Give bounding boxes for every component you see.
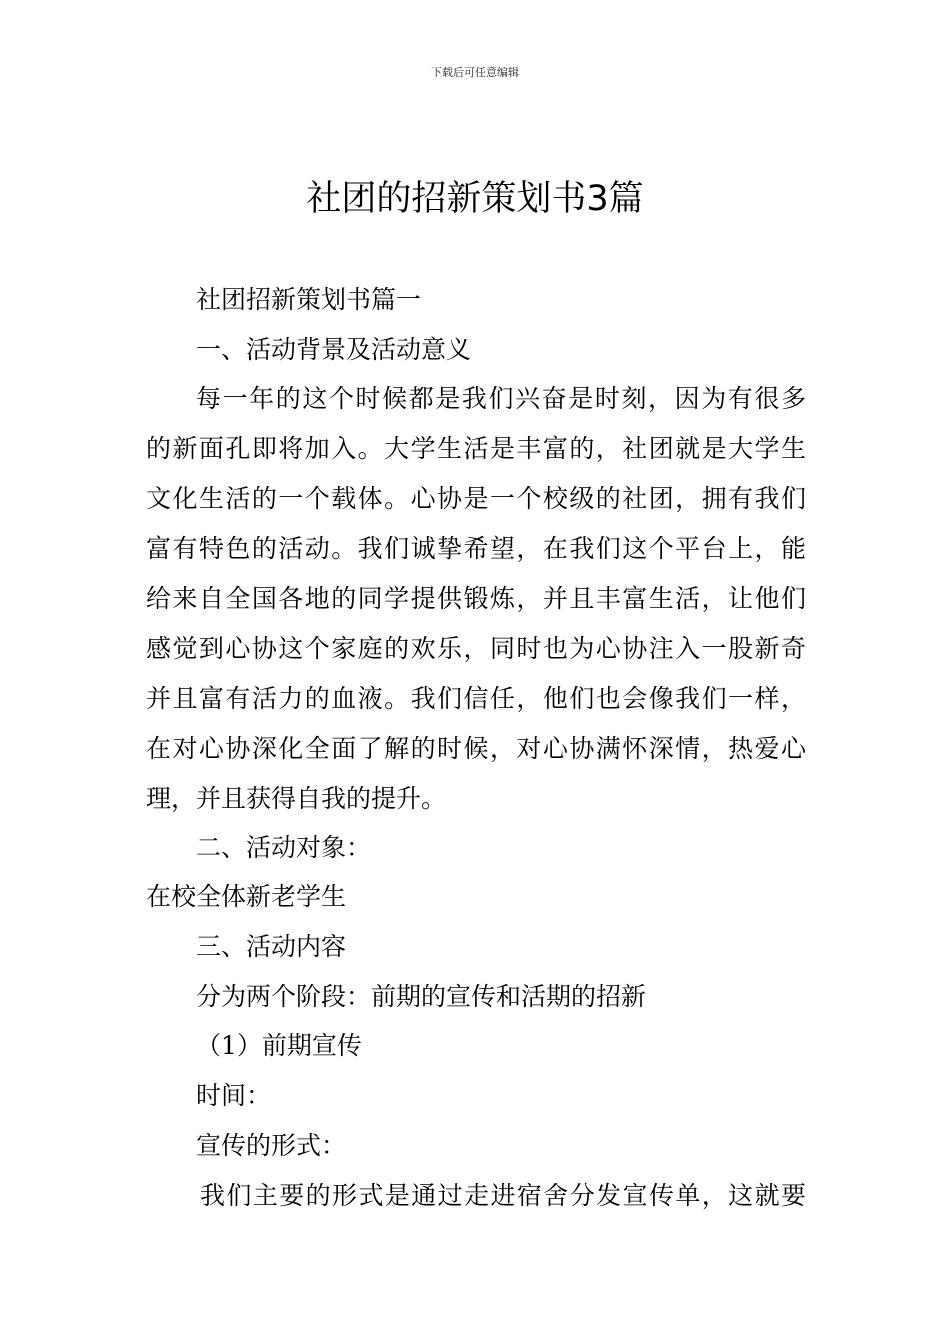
paragraph-line: 感觉到心协这个家庭的欢乐，同时也为心协注入一股新奇 bbox=[146, 634, 806, 663]
paragraph-line: 理，并且获得自我的提升。 bbox=[146, 784, 447, 813]
paragraph-line: 给来自全国各地的同学提供锻炼，并且丰富生活，让他们 bbox=[146, 584, 806, 613]
document-title: 社团的招新策划书3篇 bbox=[306, 179, 644, 219]
heading-audience: 二、活动对象： bbox=[196, 833, 372, 862]
content-intro: 分为两个阶段：前期的宣传和活期的招新 bbox=[196, 982, 647, 1011]
form-label: 宣传的形式： bbox=[196, 1131, 347, 1160]
audience-text: 在校全体新老学生 bbox=[146, 882, 347, 911]
time-label: 时间： bbox=[196, 1081, 272, 1110]
form-text-line: 我们主要的形式是通过走进宿舍分发宣传单，这就要 bbox=[200, 1181, 806, 1210]
heading-content: 三、活动内容 bbox=[196, 932, 347, 961]
paragraph-line: 的新面孔即将加入。大学生活是丰富的，社团就是大学生 bbox=[146, 434, 806, 463]
page-header-note: 下载后可任意编辑 bbox=[431, 66, 519, 79]
phase-1-label: （1）前期宣传 bbox=[196, 1031, 362, 1060]
paragraph-line: 并且富有活力的血液。我们信任，他们也会像我们一样， bbox=[146, 684, 806, 713]
heading-background: 一、活动背景及活动意义 bbox=[196, 335, 472, 364]
section-title: 社团招新策划书篇一 bbox=[196, 285, 422, 314]
paragraph-line: 文化生活的一个载体。心协是一个校级的社团，拥有我们 bbox=[146, 484, 806, 513]
paragraph-line: 富有特色的活动。我们诚挚希望，在我们这个平台上，能 bbox=[146, 534, 806, 563]
paragraph-line: 每一年的这个时候都是我们兴奋是时刻，因为有很多 bbox=[196, 384, 806, 413]
paragraph-line: 在对心协深化全面了解的时候，对心协满怀深情，热爱心 bbox=[146, 734, 806, 763]
